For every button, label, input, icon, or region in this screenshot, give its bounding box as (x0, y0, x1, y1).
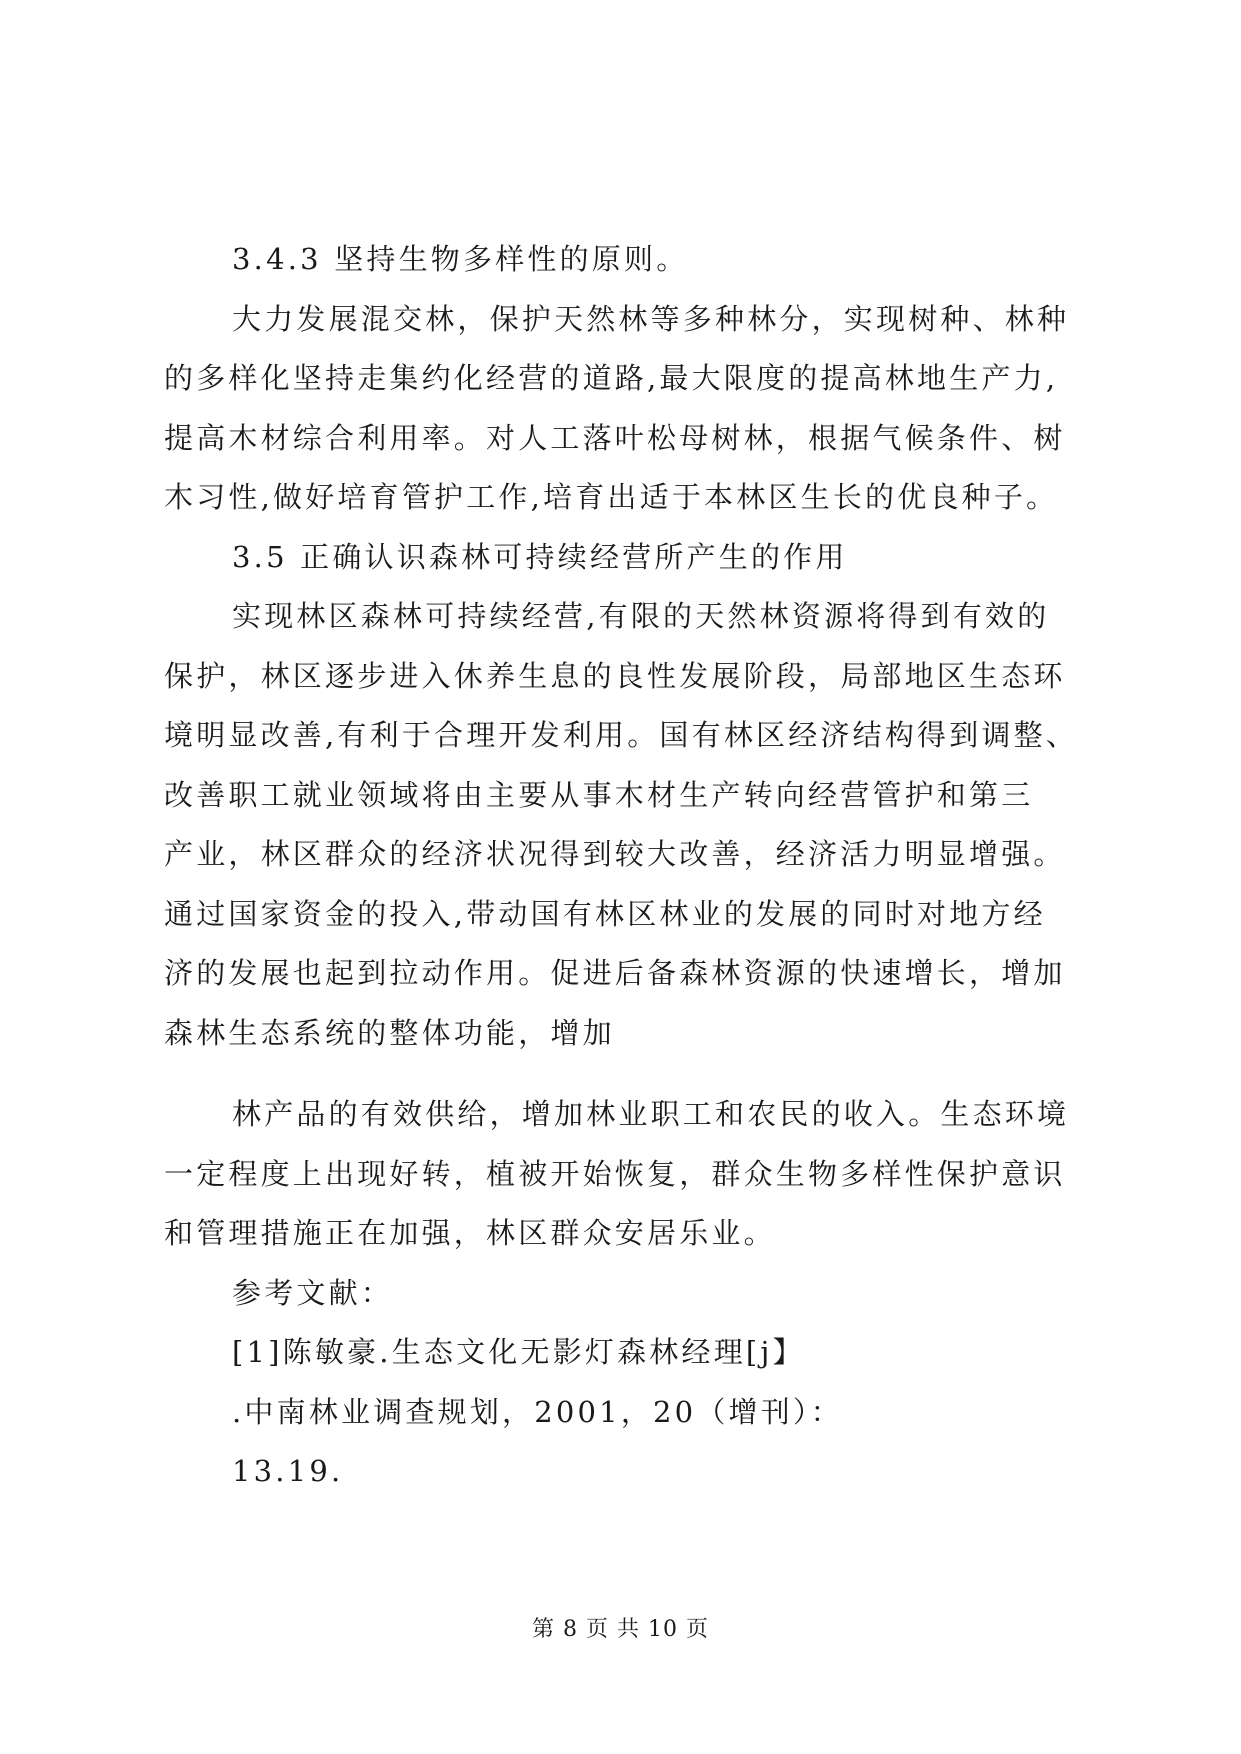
document-body (164, 230, 1124, 1502)
text-line: 林产品的有效供给，增加林业职工和农民的收入。生态环境 (232, 1097, 1070, 1131)
reference-entry: 13.19. (232, 1454, 344, 1488)
page-footer: 第 8 页 共 10 页 (532, 1617, 709, 1642)
text-line: 3.4.3 坚持生物多样性的原则。 (232, 242, 689, 276)
text-line: 一定程度上出现好转，植被开始恢复，群众生物多样性保护意识 (164, 1156, 1066, 1191)
text-line: 产业，林区群众的经济状况得到较大改善，经济活力明显增强。 (164, 837, 1066, 871)
text-line: 保护，林区逐步进入休养生息的良性发展阶段，局部地区生态环 (164, 658, 1066, 693)
text-line: 大力发展混交林，保护天然林等多种林分，实现树种、林种 (232, 301, 1070, 336)
text-line: 通过国家资金的投入,带动国有林区林业的发展的同时对地方经 (164, 896, 1046, 931)
text-line: 提高木材综合利用率。对人工落叶松母树林，根据气候条件、树 (164, 420, 1066, 455)
text-line: 和管理措施正在加强，林区群众安居乐业。 (164, 1216, 776, 1250)
text-line: 3.5 正确认识森林可持续经营所产生的作用 (232, 539, 848, 574)
paragraph-gap (164, 1063, 1124, 1085)
text-line: 实现林区森林可持续经营,有限的天然林资源将得到有效的 (232, 599, 1050, 633)
text-line: 的多样化坚持走集约化经营的道路,最大限度的提高林地生产力, (164, 361, 1059, 395)
text-line: 济的发展也起到拉动作用。促进后备森林资源的快速增长，增加 (164, 956, 1066, 990)
text-line: 森林生态系统的整体功能，增加 (164, 1015, 615, 1050)
text-line: 境明显改善,有利于合理开发利用。国有林区经济结构得到调整、 (164, 718, 1079, 752)
text-line: 改善职工就业领域将由主要从事木材生产转向经营管护和第三 (164, 777, 1034, 812)
reference-entry: .中南林业调查规划，2001，20（增刊）： (232, 1394, 843, 1429)
text-line: 木习性,做好培育管护工作,培育出适于本林区生长的优良种子。 (164, 480, 1059, 514)
references-heading: 参考文献： (232, 1275, 394, 1310)
reference-entry: [1]陈敏豪.生态文化无影灯森林经理[j】 (232, 1335, 805, 1369)
